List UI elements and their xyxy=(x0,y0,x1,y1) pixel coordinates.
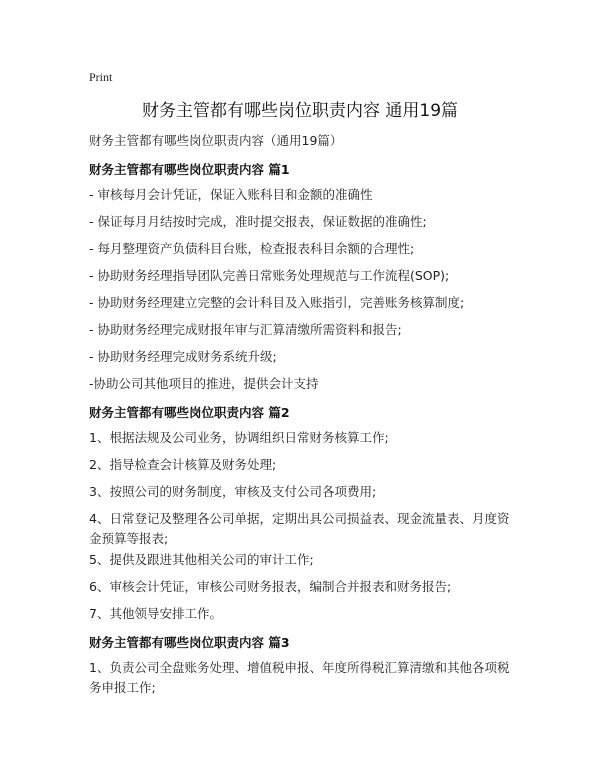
list-item: 7、其他领导安排工作。 xyxy=(89,606,222,621)
list-item: - 保证每月月结按时完成，准时提交报表，保证数据的准确性; xyxy=(89,214,427,229)
list-item: 2、指导检查会计核算及财务处理; xyxy=(89,457,277,472)
document-subtitle: 财务主管都有哪些岗位职责内容（通用19篇） xyxy=(89,133,343,148)
list-item: - 协助财务经理完成财务系统升级; xyxy=(89,349,277,364)
page-title: 财务主管都有哪些岗位职责内容 通用19篇 xyxy=(141,101,459,121)
list-item: 6、审核会计凭证，审核公司财务报表，编制合并报表和财务报告; xyxy=(89,579,452,594)
list-item: -协助公司其他项目的推进，提供会计支持 xyxy=(89,376,319,391)
section-heading-3: 财务主管都有哪些岗位职责内容 篇3 xyxy=(89,635,290,650)
list-item: - 审核每月会计凭证，保证入账科目和金额的准确性 xyxy=(89,187,373,202)
print-link[interactable]: Print xyxy=(89,70,113,84)
list-item: 1、负责公司全盘账务处理、增值税申报、年度所得税汇算清缴和其他各项税务申报工作; xyxy=(89,660,510,695)
list-item: 5、提供及跟进其他相关公司的审计工作; xyxy=(89,552,314,567)
list-item: - 协助财务经理建立完整的会计科目及入账指引，完善账务核算制度; xyxy=(89,295,465,310)
list-item: - 协助财务经理指导团队完善日常账务处理规范与工作流程(SOP); xyxy=(89,268,450,283)
section-heading-2: 财务主管都有哪些岗位职责内容 篇2 xyxy=(89,405,290,420)
list-item: - 每月整理资产负债科目台账，检查报表科目余额的合理性; xyxy=(89,241,415,256)
section-heading-1: 财务主管都有哪些岗位职责内容 篇1 xyxy=(89,162,290,177)
list-item: - 协助财务经理完成财报年审与汇算清缴所需资料和报告; xyxy=(89,322,402,337)
list-item: 4、日常登记及整理各公司单据，定期出具公司损益表、现金流量表、月度资金预算等报表; xyxy=(89,511,510,546)
list-item: 1、根据法规及公司业务，协调组织日常财务核算工作; xyxy=(89,430,389,445)
list-item: 3、按照公司的财务制度，审核及支付公司各项费用; xyxy=(89,484,377,499)
